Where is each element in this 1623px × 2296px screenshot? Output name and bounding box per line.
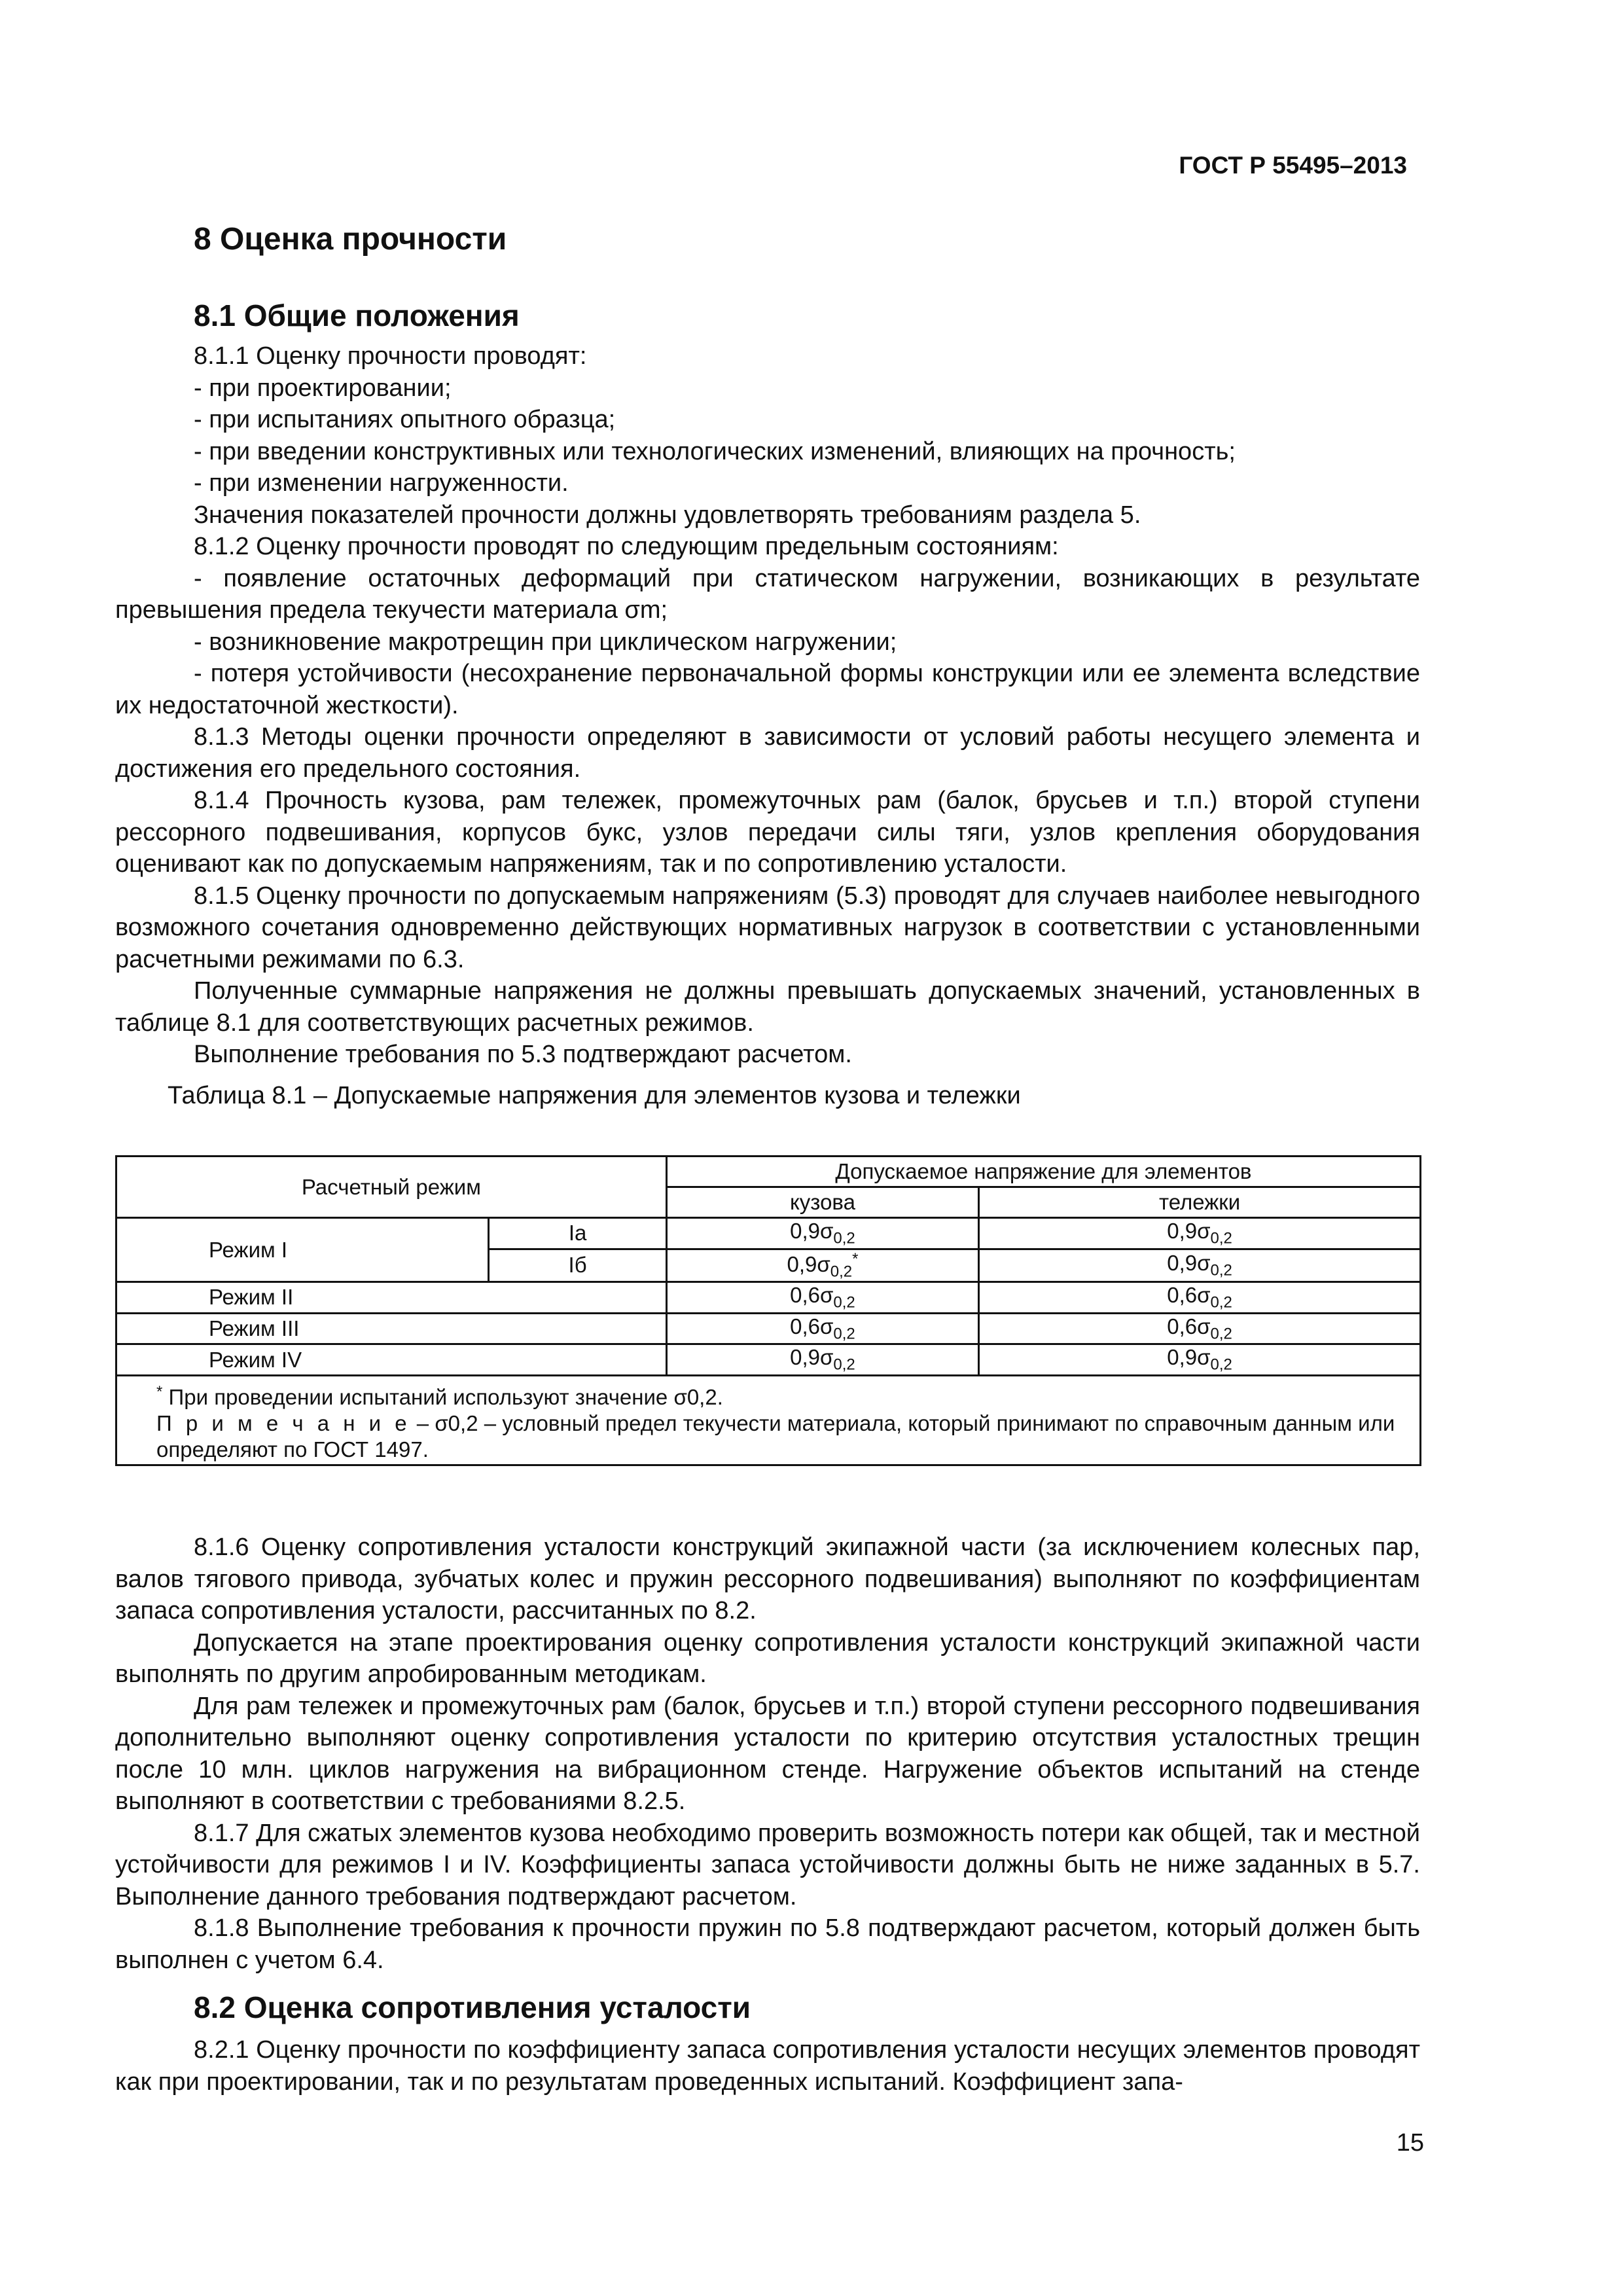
paragraph: Для рам тележек и промежуточных рам (балок, брусьев и т.п.) второй ступени рессорного подвешивания дополнительно выполняют оценку сопротивления усталости по критерию отсутствия усталостных трещин после 10 млн. циклов нагружения на вибрационном стенде. Нагружение объектов испытаний на стенде выполняют в соответствии с требованиями 8.2.5. [115,1692,1420,1815]
list-item: - потеря устойчивости (несохранение первоначальной формы конструкции или ее элемента вследствие их недостаточной жесткости). [115,660,1420,719]
paragraph: 8.1.7 Для сжатых элементов кузова необходимо проверить возможность потери как общей, так и местной устойчивости для режимов I и IV. Коэффициенты запаса устойчивости должны быть не ниже заданных в 5.7. Выполнение данного требования подтверждают расчетом. [115,1819,1420,1910]
mode-cell: Режим II [116,1282,667,1314]
mode-cell: Режим IV [116,1344,667,1376]
mode-cell: Режим I [116,1218,489,1282]
list-item: - при введении конструктивных или технологических изменений, влияющих на прочность; [194,437,1236,465]
paragraph: 8.1.8 Выполнение требования к прочности пружин по 5.8 подтверждают расчетом, который должен быть выполнен с учетом 6.4. [115,1914,1420,1974]
table-row [116,1313,1421,1344]
header-allowed-stress: Допускаемое напряжение для элементов [666,1157,1420,1187]
paragraph: 8.1.2 Оценку прочности проводят по следующим предельным состояниям: [194,533,1059,560]
subsection-title-8-2: 8.2 Оценка сопротивления усталости [194,1990,751,2024]
header-mode: Расчетный режим [116,1157,667,1218]
table-footnotes [116,1375,1421,1465]
paragraph: Выполнение требования по 5.3 подтверждают расчетом. [194,1041,852,1068]
document-header: ГОСТ Р 55495–2013 [1179,152,1407,179]
table-row [116,1344,1421,1376]
value-cell: $0,9\sigma_{0,2}$ [666,1218,978,1249]
value-cell: $0,9\sigma_{0,2}$ [666,1344,978,1376]
subsection-title-8-1: 8.1 Общие положения [194,298,520,332]
paragraph: Значения показателей прочности должны удовлетворять требованиям раздела 5. [194,501,1141,529]
paragraph: 8.2.1 Оценку прочности по коэффициенту запаса сопротивления усталости несущих элементов проводят как при проектировании, так и по результатам проведенных испытаний. Коэффициент запа- [115,2036,1420,2096]
header-bogie: тележки [979,1187,1421,1218]
value-cell: $0,9\sigma_{0,2}$ [979,1249,1421,1282]
paragraph: 8.1.1 Оценку прочности проводят: [194,342,587,370]
table-footnote: * При проведении испытаний используют значение σ0,2. [156,1382,723,1409]
mode-cell: Режим III [116,1313,667,1344]
section-title: 8 Оценка прочности [194,222,507,257]
value-cell: $0,9\sigma_{0,2}$ [979,1218,1421,1249]
paragraph: Полученные суммарные напряжения не должны превышать допускаемых значений, установленных в таблице 8.1 для соответствующих расчетных режимов. [115,977,1420,1037]
paragraph-block-1 [115,340,1420,1071]
page-number: 15 [1396,2129,1424,2157]
value-cell: $0,6\sigma_{0,2}$ [979,1313,1421,1344]
list-item: - при проектировании; [194,374,452,402]
submode-cell: Iб [489,1249,667,1282]
value-cell: $0,6\sigma_{0,2}$ [666,1313,978,1344]
value-cell: $0,6\sigma_{0,2}$ [979,1282,1421,1314]
list-item: - при изменении нагруженности. [194,469,569,497]
value-cell: $0,9\sigma_{0,2}$ [979,1344,1421,1376]
allowed-stress-table [115,1155,1421,1466]
table-row [116,1282,1421,1314]
paragraph: Допускается на этапе проектирования оценку сопротивления усталости конструкций экипажной части выполнять по другим апробированным методикам. [115,1628,1420,1688]
paragraph: 8.1.4 Прочность кузова, рам тележек, промежуточных рам (балок, брусьев и т.п.) второй ступени рессорного подвешивания, корпусов букс, узлов передачи силы тяги, узлов крепления оборудования оценивают как по допускаемым напряжениям, так и по сопротивлению усталости. [115,787,1420,878]
header-body: кузова [666,1187,978,1218]
paragraph: 8.1.3 Методы оценки прочности определяют в зависимости от условий работы несущего элемента и достижения его предельного состояния. [115,723,1420,783]
submode-cell: Ia [489,1218,667,1249]
paragraph: 8.1.6 Оценку сопротивления усталости конструкций экипажной части (за исключением колесных пар, валов тягового привода, зубчатых колес и пружин рессорного подвешивания) выполняют по коэффициентам запаса сопротивления усталости, рассчитанных по 8.2. [115,1534,1420,1624]
table-row [116,1218,1421,1249]
table-note: П р и м е ч а н и е – σ0,2 – условный предел текучести материала, который принимают по справочным данным или определяют по ГОСТ 1497. [156,1410,1395,1462]
value-cell: $0,6\sigma_{0,2}$ [666,1282,978,1314]
value-cell: $0,9\sigma_{0,2}^*$ [666,1249,978,1282]
list-item: - возникновение макротрещин при циклическом нагружении; [194,628,897,656]
list-item: - при испытаниях опытного образца; [194,406,616,433]
paragraph: 8.1.5 Оценку прочности по допускаемым напряжениям (5.3) проводят для случаев наиболее невыгодного возможного сочетания одновременно действующих нормативных нагрузок в соответствии с установленными расчетными режимами по 6.3. [115,882,1420,973]
paragraph-block-2 [115,1532,1420,1976]
table-caption: Таблица 8.1 – Допускаемые напряжения для элементов кузова и тележки [168,1082,1021,1109]
paragraph-block-3 [115,2034,1420,2098]
list-item: - появление остаточных деформаций при статическом нагружении, возникающих в результате превышения предела текучести материала σm; [115,564,1420,624]
